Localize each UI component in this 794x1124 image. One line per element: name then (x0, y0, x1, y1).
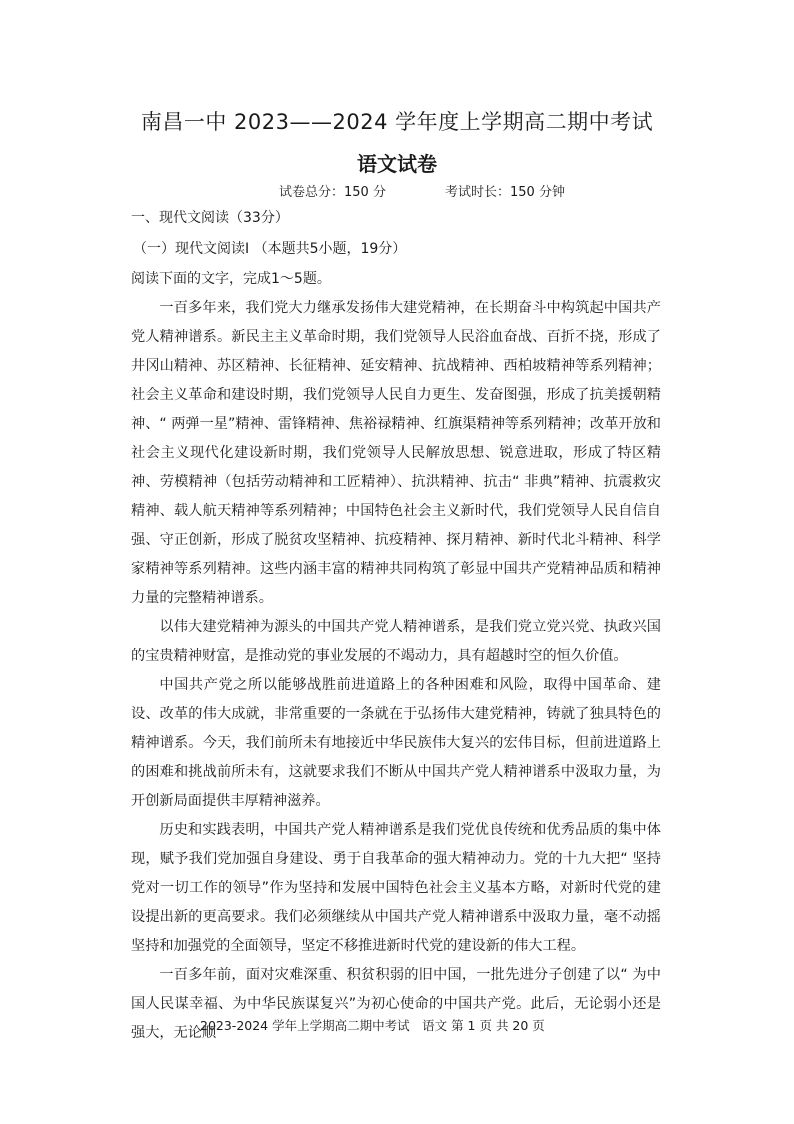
exam-duration: 考试时长：150 分钟 (445, 185, 565, 200)
reading-passage (131, 294, 661, 1048)
reading-instruction: 阅读下面的文字，完成1～5题。 (131, 271, 331, 287)
total-score: 试卷总分：150 分 (279, 185, 386, 200)
passage-paragraph: 中国共产党之所以能够战胜前进道路上的各种困难和风险，取得中国革命、建设、改革的伟大成就，非常重要的一条就在于弘扬伟大建党精神，铸就了独具特色的精神谱系。今天，我们前所未有地接近中华民族伟大复兴的宏伟目标，但前进道路上的困难和挑战前所未有，这就要求我们不断从中国共产党人精神谱系中汲取力量，为开创新局面提供丰厚精神滋养。 (131, 677, 661, 809)
exam-subtitle: 语文试卷 (357, 152, 437, 176)
passage-paragraph: 一百多年前，面对灾难深重、积贫积弱的旧中国，一批先进分子创建了以“ 为中国人民谋幸福、为中华民族谋复兴”为初心使命的中国共产党。此后，无论弱小还是强大，无论顺 (131, 967, 661, 1041)
exam-title: 南昌一中 2023——2024 学年度上学期高二期中考试 (140, 110, 654, 134)
passage-paragraph: 一百多年来，我们党大力继承发扬伟大建党精神，在长期奋斗中构筑起中国共产党人精神谱系。新民主主义革命时期，我们党领导人民浴血奋战、百折不挠，形成了井冈山精神、苏区精神、长征精神、延安精神、抗战精神、西柏坡精神等系列精神；社会主义革命和建设时期，我们党领导人民自力更生、发奋图强，形成了抗美援朝精神、“ 两弹一星”精神、雷锋精神、焦裕禄精神、红旗渠精神等系列精神；改革开放和社会主义现代化建设新时期，我们党领导人民解放思想、锐意进取，形成了特区精神、劳模精神（包括劳动精神和工匠精神）、抗洪精神、抗击“ 非典”精神、抗震救灾精神、载人航天精神等系列精神；中国特色社会主义新时代，我们党领导人民自信自强、守正创新，形成了脱贫攻坚精神、抗疫精神、探月精神、新时代北斗精神、科学家精神等系列精神。这些内涵丰富的精神共同构筑了彰显中国共产党精神品质和精神力量的完整精神谱系。 (131, 300, 661, 606)
section-heading: 一、现代文阅读（33分） (131, 210, 289, 226)
page-footer: 2023-2024 学年上学期高二期中考试 语文 第 1 页 共 20 页 (200, 1018, 545, 1033)
passage-paragraph: 历史和实践表明，中国共产党人精神谱系是我们党优良传统和优秀品质的集中体现，赋予我们党加强自身建设、勇于自我革命的强大精神动力。党的十九大把“ 坚持党对一切工作的领导”作为坚持和发展中国特色社会主义基本方略，对新时代党的建设提出新的更高要求。我们必须继续从中国共产党人精神谱系中汲取力量，毫不动摇坚持和加强党的全面领导，坚定不移推进新时代党的建设新的伟大工程。 (131, 822, 661, 954)
section-sub-heading: （一）现代文阅读I （本题共5小题，19分） (133, 241, 407, 257)
passage-paragraph: 以伟大建党精神为源头的中国共产党人精神谱系，是我们党立党兴党、执政兴国的宝贵精神财富，是推动党的事业发展的不竭动力，具有超越时空的恒久价值。 (131, 619, 661, 664)
